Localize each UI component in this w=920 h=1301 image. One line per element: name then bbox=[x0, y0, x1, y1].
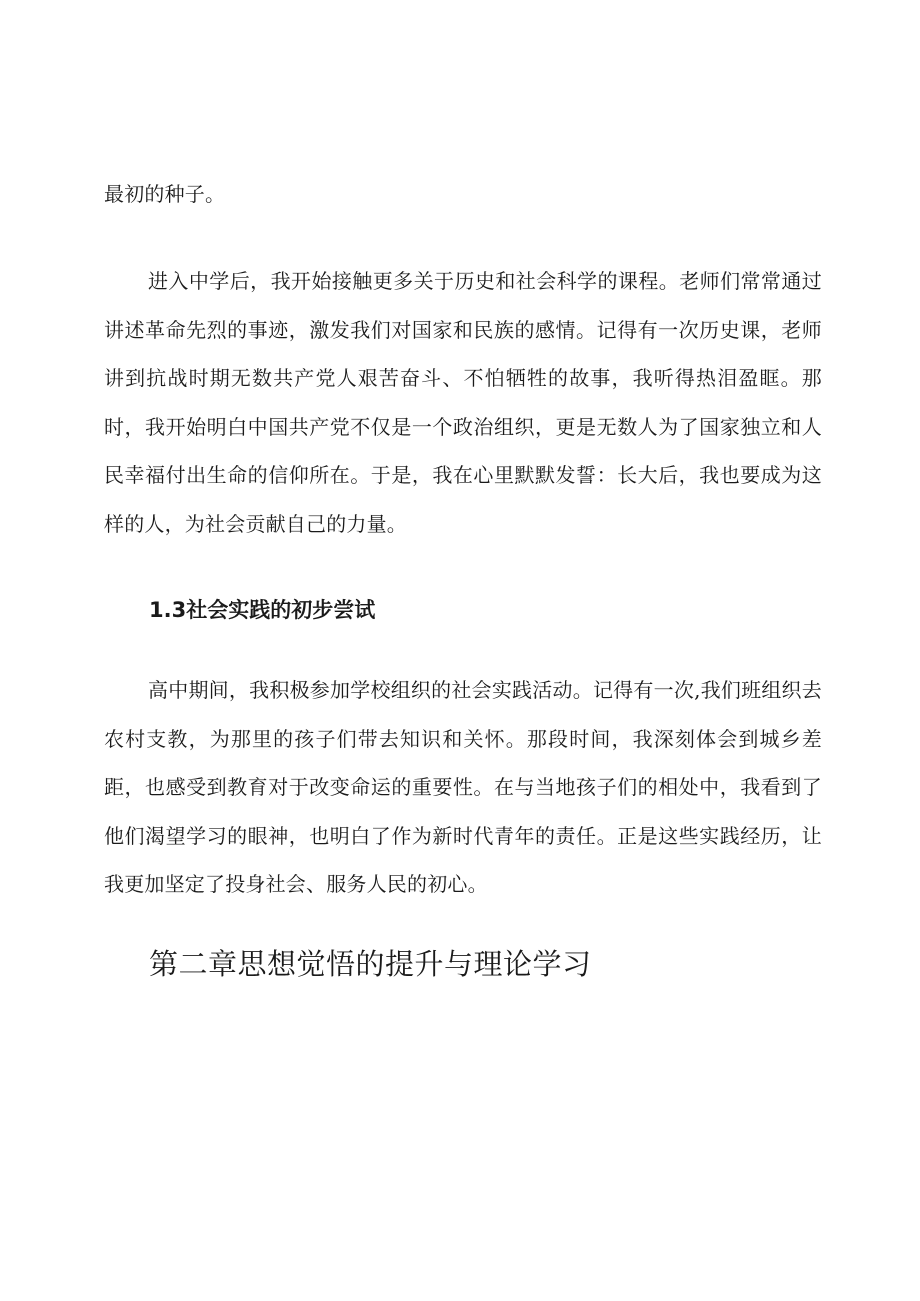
chapter-heading: 第二章思想觉悟的提升与理论学习 bbox=[149, 947, 592, 981]
paragraph-continuation: 最初的种子。 bbox=[104, 182, 226, 206]
paragraph-high-school: 高中期间，我积极参加学校组织的社会实践活动。记得有一次,我们班组织去农村支教，为那里的孩子们带去知识和关怀。那段时间，我深刻体会到城乡差距，也感受到教育对于改变命运的重要性。在与当地孩子们的相处中，我看到了他们渴望学习的眼神，也明白了作为新时代青年的责任。正是这些实践经历，让我更加坚定了投身社会、服务人民的初心。 bbox=[104, 678, 822, 896]
paragraph-middle-school: 进入中学后，我开始接触更多关于历史和社会科学的课程。老师们常常通过讲述革命先烈的事迹，激发我们对国家和民族的感情。记得有一次历史课，老师讲到抗战时期无数共产党人艰苦奋斗、不怕牺牲的故事，我听得热泪盈眶。那时，我开始明白中国共产党不仅是一个政治组织，更是无数人为了国家独立和人民幸福付出生命的信仰所在。于是，我在心里默默发誓：长大后，我也要成为这样的人，为社会贡献自己的力量。 bbox=[104, 269, 822, 536]
section-heading: 1.3社会实践的初步尝试 bbox=[149, 598, 376, 622]
